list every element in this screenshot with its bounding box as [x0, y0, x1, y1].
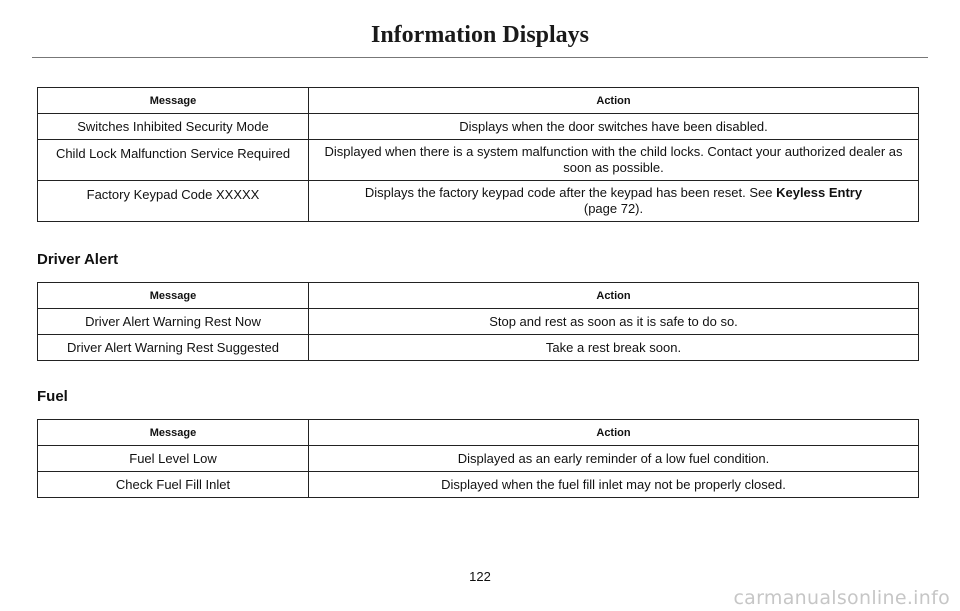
message-cell: Switches Inhibited Security Mode: [38, 114, 309, 140]
action-text: Displays the factory keypad code after the keypad has been reset. See: [364, 185, 777, 200]
section-title-driver-alert: Driver Alert: [37, 251, 119, 268]
action-cell: Displayed as an early reminder of a low fuel condition.: [309, 446, 919, 472]
message-cell: Child Lock Malfunction Service Required: [38, 140, 309, 181]
table-row: [38, 472, 919, 498]
action-cell: Take a rest break soon.: [309, 335, 919, 361]
action-cell: Displays when the door switches have been disabled.: [309, 114, 919, 140]
table-row: [38, 140, 919, 181]
message-cell: Driver Alert Warning Rest Now: [38, 309, 309, 335]
table-row: [38, 335, 919, 361]
messages-table-fuel: [37, 419, 919, 498]
column-header-message: Message: [38, 88, 309, 114]
message-cell: Driver Alert Warning Rest Suggested: [38, 335, 309, 361]
table-row: [38, 446, 919, 472]
column-header-action: Action: [309, 88, 919, 114]
action-cell: Displayed when there is a system malfunction with the child locks. Contact your authorized dealer as soon as possible.: [309, 140, 919, 181]
action-cell: Displayed when the fuel fill inlet may not be properly closed.: [309, 472, 919, 498]
page-title: Information Displays: [370, 22, 590, 48]
message-cell: Fuel Level Low: [38, 446, 309, 472]
table-header-row: [38, 283, 919, 309]
action-cell: [309, 181, 919, 222]
keyless-entry-link[interactable]: Keyless Entry: [776, 185, 863, 200]
column-header-action: Action: [309, 283, 919, 309]
action-cell: Stop and rest as soon as it is safe to do so.: [309, 309, 919, 335]
page-number: 122: [469, 569, 491, 584]
action-page-ref: (page 72).: [583, 201, 644, 216]
table-row: [38, 309, 919, 335]
message-cell: Factory Keypad Code XXXXX: [38, 181, 309, 222]
watermark: carmanualsonline.info: [733, 587, 950, 609]
messages-table-security: [37, 87, 919, 222]
table-row: [38, 181, 919, 222]
messages-table-driver-alert: [37, 282, 919, 361]
header-divider: [32, 57, 928, 58]
section-title-fuel: Fuel: [37, 388, 68, 405]
message-cell: Check Fuel Fill Inlet: [38, 472, 309, 498]
table-row: [38, 114, 919, 140]
table-header-row: [38, 88, 919, 114]
column-header-action: Action: [309, 420, 919, 446]
column-header-message: Message: [38, 283, 309, 309]
table-header-row: [38, 420, 919, 446]
column-header-message: Message: [38, 420, 309, 446]
